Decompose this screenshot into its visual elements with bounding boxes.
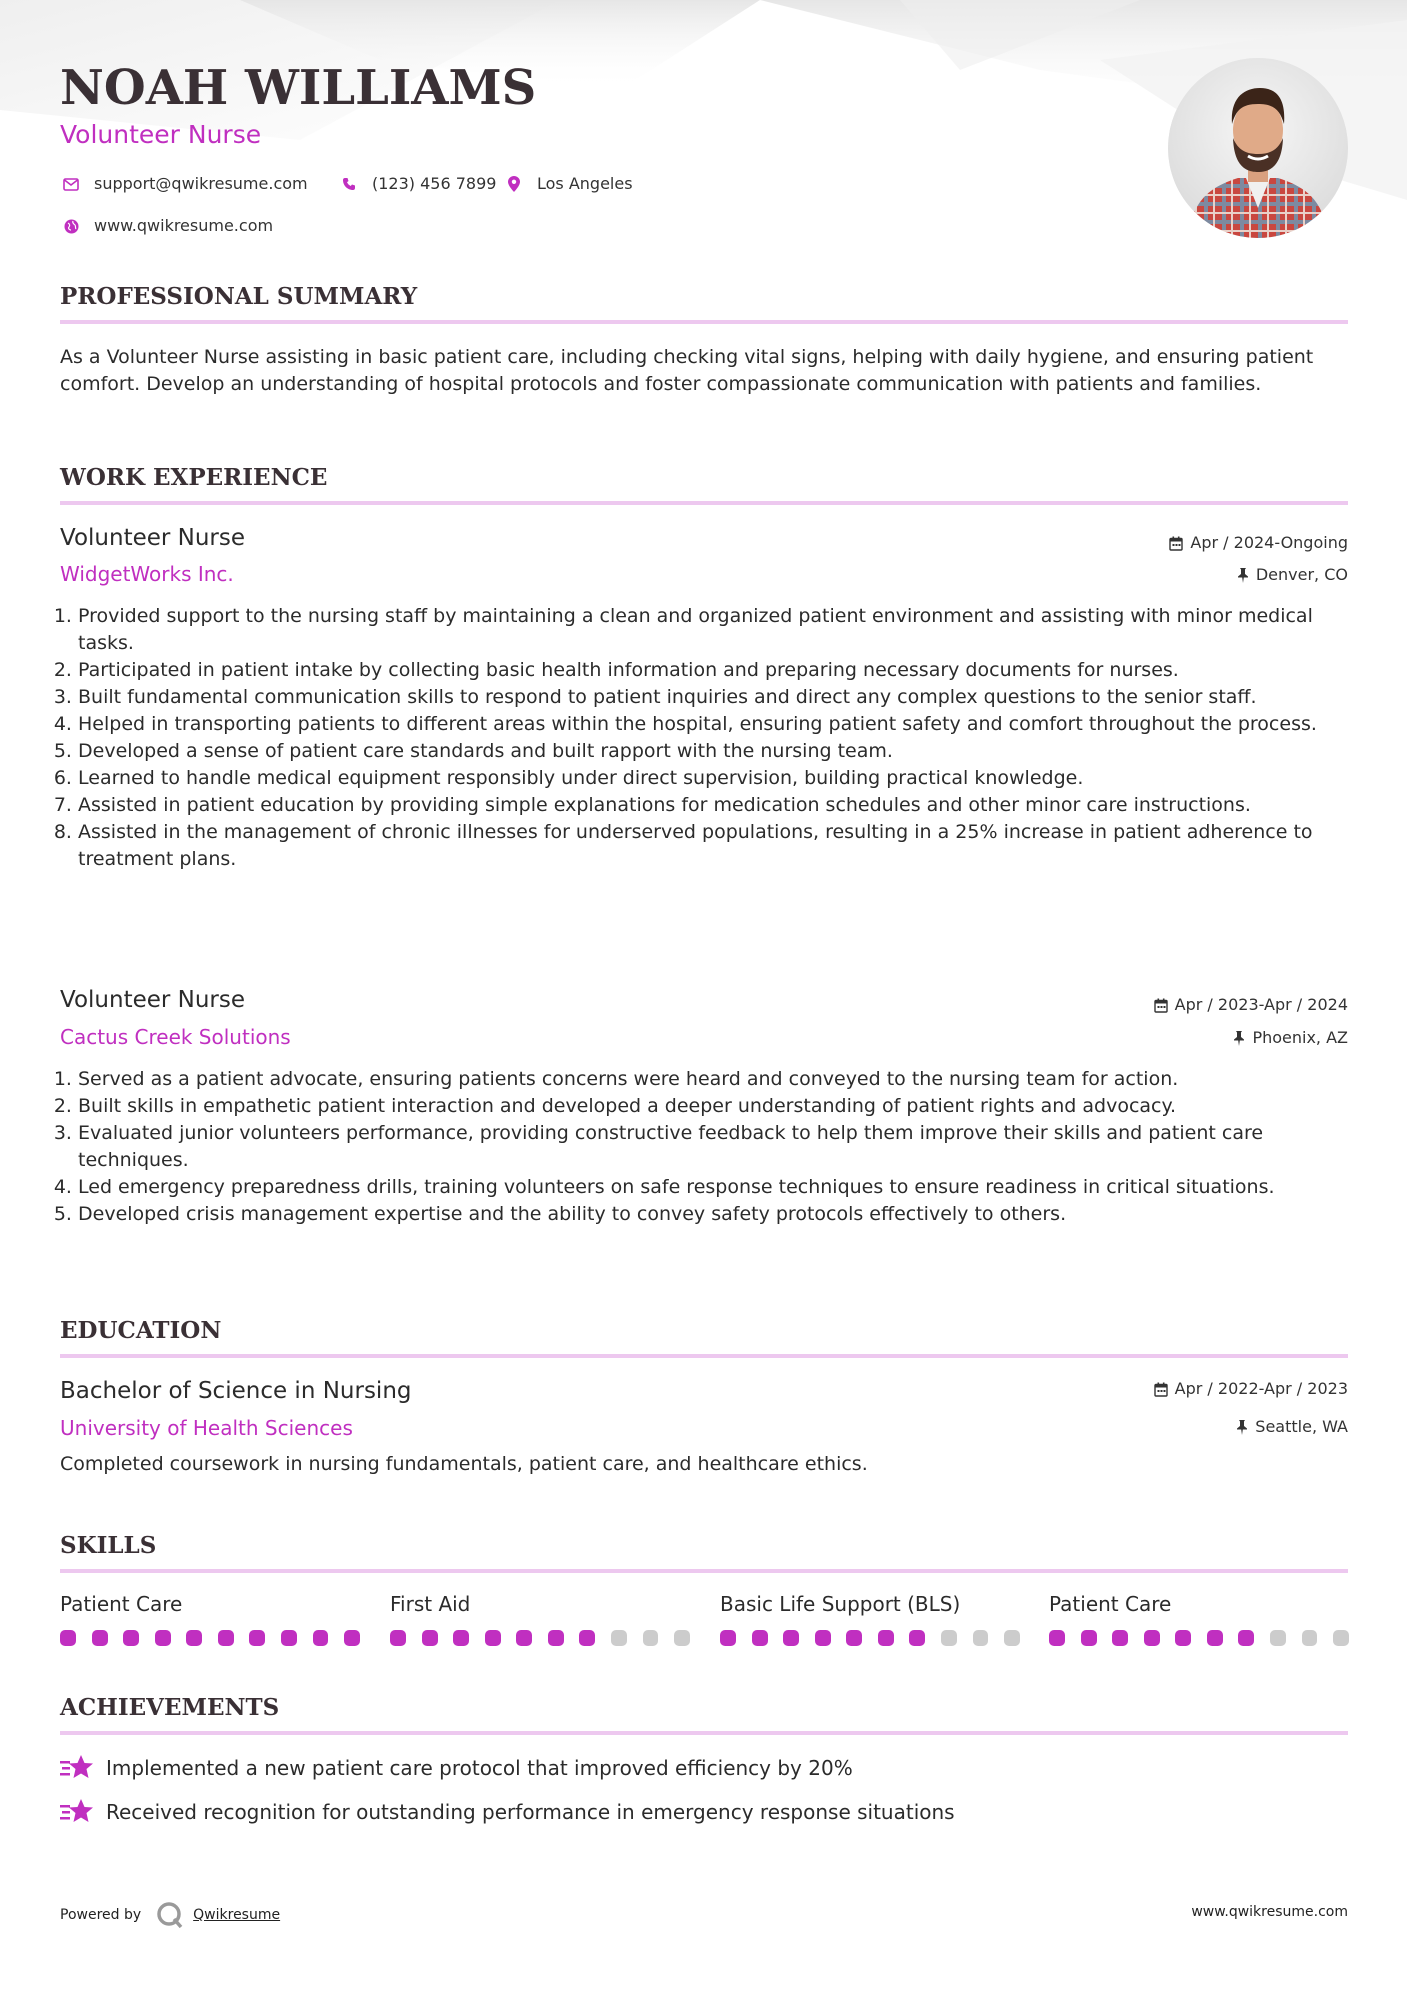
- education-description: Completed coursework in nursing fundamentals, patient care, and healthcare ethics.: [60, 1453, 868, 1475]
- email-text: support@qwikresume.com: [94, 174, 308, 193]
- contact-phone[interactable]: [338, 173, 496, 195]
- contact-location: [503, 173, 633, 195]
- achievement-text: Implemented a new patient care protocol that improved efficiency by 20%: [106, 1756, 853, 1780]
- achievement-item: [60, 1797, 955, 1827]
- contact-email[interactable]: [60, 173, 308, 195]
- skill-dot-empty: [674, 1630, 690, 1646]
- skill-dot-filled: [186, 1630, 202, 1646]
- skill-dot-filled: [422, 1630, 438, 1646]
- summary-text: As a Volunteer Nurse assisting in basic patient care, including checking vital signs, helping with daily hygiene, and ensuring patient comfort. Develop an understanding of hospital protocols and foster compassionate communication with patients and families.: [60, 346, 1314, 395]
- education-degree: Bachelor of Science in Nursing: [60, 1378, 412, 1404]
- website-text: www.qwikresume.com: [94, 216, 274, 235]
- responsibility-item: 6. Learned to handle medical equipment responsibly under direct supervision, building practical knowledge.: [78, 765, 1368, 792]
- skill-item: [720, 1590, 1020, 1646]
- responsibility-item: 1. Provided support to the nursing staff by maintaining a clean and organized patient environment and assisting with minor medical tasks.: [78, 603, 1368, 657]
- skill-dot-filled: [783, 1630, 799, 1646]
- map-pin-icon: [503, 173, 525, 195]
- skill-dot-empty: [973, 1630, 989, 1646]
- skills-divider: [60, 1569, 1348, 1573]
- phone-text: (123) 456 7899: [372, 174, 497, 193]
- profile-photo: [1168, 58, 1348, 238]
- skill-dot-filled: [1144, 1630, 1160, 1646]
- experience-divider: [60, 501, 1348, 505]
- job-1-location: [1237, 564, 1348, 586]
- job-1-responsibilities: [60, 603, 1368, 873]
- achievement-text: Received recognition for outstanding performance in emergency response situations: [106, 1800, 955, 1824]
- education-location-text: Seattle, WA: [1255, 1417, 1348, 1436]
- responsibility-item: 8. Assisted in the management of chronic illnesses for underserved populations, resulting in a 25% increase in patient adherence to treatment plans.: [78, 819, 1368, 873]
- education-heading: EDUCATION: [60, 1317, 222, 1344]
- achievements-heading: ACHIEVEMENTS: [60, 1694, 280, 1721]
- summary-divider: [60, 320, 1348, 324]
- responsibility-item: 5. Developed crisis management expertise and the ability to convey safety protocols effectively to others.: [78, 1201, 1368, 1228]
- skill-dot-filled: [390, 1630, 406, 1646]
- skill-dot-filled: [249, 1630, 265, 1646]
- skill-dot-filled: [92, 1630, 108, 1646]
- responsibility-item: 3. Built fundamental communication skills to respond to patient inquiries and direct any complex questions to the senior staff.: [78, 684, 1368, 711]
- skill-name: Basic Life Support (BLS): [720, 1592, 961, 1616]
- skill-dot-filled: [123, 1630, 139, 1646]
- skill-dot-empty: [1302, 1630, 1318, 1646]
- job-2-title: Volunteer Nurse: [60, 987, 246, 1013]
- globe-icon: [60, 215, 82, 237]
- education-dates: [1154, 1378, 1348, 1400]
- skill-dot-filled: [1112, 1630, 1128, 1646]
- skill-dot-filled: [720, 1630, 736, 1646]
- skill-dot-filled: [60, 1630, 76, 1646]
- skill-dot-empty: [941, 1630, 957, 1646]
- responsibility-item: 5. Developed a sense of patient care standards and built rapport with the nursing team.: [78, 738, 1368, 765]
- skill-dot-filled: [815, 1630, 831, 1646]
- skill-dot-empty: [1004, 1630, 1020, 1646]
- skill-item: [390, 1590, 690, 1646]
- envelope-icon: [60, 173, 82, 195]
- skill-level-meter: [720, 1630, 1020, 1646]
- skill-dot-filled: [485, 1630, 501, 1646]
- responsibility-item: 1. Served as a patient advocate, ensuring patients concerns were heard and conveyed to the nursing team for action.: [78, 1066, 1368, 1093]
- skill-name: Patient Care: [60, 1592, 183, 1616]
- skill-name: Patient Care: [1049, 1592, 1172, 1616]
- achievements-divider: [60, 1731, 1348, 1735]
- education-dates-text: Apr / 2022-Apr / 2023: [1174, 1379, 1348, 1398]
- job-2-location: [1233, 1027, 1348, 1049]
- job-2-company: Cactus Creek Solutions: [60, 1025, 291, 1049]
- qwikresume-logo-icon: [155, 1900, 185, 1930]
- job-1-company: WidgetWorks Inc.: [60, 562, 234, 586]
- education-location: [1236, 1416, 1348, 1438]
- achievement-item: [60, 1753, 853, 1783]
- pushpin-icon: [1236, 1420, 1248, 1435]
- job-2-dates: [1154, 994, 1348, 1016]
- education-school: University of Health Sciences: [60, 1416, 353, 1440]
- calendar-icon: [1154, 998, 1168, 1013]
- skill-name: First Aid: [390, 1592, 471, 1616]
- candidate-name: NOAH WILLIAMS: [60, 60, 537, 116]
- powered-by-label: Powered by: [60, 1907, 142, 1923]
- skill-item: [1049, 1590, 1349, 1646]
- skill-dot-filled: [344, 1630, 360, 1646]
- summary-heading: PROFESSIONAL SUMMARY: [60, 283, 418, 310]
- skill-dot-filled: [453, 1630, 469, 1646]
- contact-website[interactable]: [60, 215, 273, 237]
- location-text: Los Angeles: [537, 174, 633, 193]
- phone-icon: [338, 173, 360, 195]
- responsibility-item: 4. Led emergency preparedness drills, training volunteers on safe response techniques to ensure readiness in critical situations.: [78, 1174, 1368, 1201]
- skill-dot-empty: [611, 1630, 627, 1646]
- job-1-title: Volunteer Nurse: [60, 525, 246, 551]
- skill-dot-filled: [1049, 1630, 1065, 1646]
- skill-dot-filled: [155, 1630, 171, 1646]
- calendar-icon: [1154, 1382, 1168, 1397]
- experience-heading: WORK EXPERIENCE: [60, 464, 328, 491]
- skill-dot-filled: [548, 1630, 564, 1646]
- qwikresume-link[interactable]: Qwikresume: [193, 1907, 281, 1923]
- star-icon: [60, 1753, 94, 1783]
- skill-dot-filled: [909, 1630, 925, 1646]
- responsibility-item: 4. Helped in transporting patients to different areas within the hospital, ensuring patient safety and comfort throughout the process.: [78, 711, 1368, 738]
- footer-powered-by: [60, 1900, 280, 1930]
- skill-dot-empty: [643, 1630, 659, 1646]
- skill-dot-filled: [1175, 1630, 1191, 1646]
- responsibility-item: 3. Evaluated junior volunteers performance, providing constructive feedback to help them improve their skills and patient care techniques.: [78, 1120, 1368, 1174]
- footer-website[interactable]: www.qwikresume.com: [1191, 1904, 1348, 1920]
- job-1-dates: [1169, 532, 1348, 554]
- job-2-dates-text: Apr / 2023-Apr / 2024: [1174, 995, 1348, 1014]
- skill-item: [60, 1590, 360, 1646]
- skills-heading: SKILLS: [60, 1532, 157, 1559]
- skill-dot-filled: [878, 1630, 894, 1646]
- calendar-icon: [1169, 536, 1183, 551]
- skill-dot-empty: [1333, 1630, 1349, 1646]
- skill-dot-filled: [516, 1630, 532, 1646]
- pushpin-icon: [1233, 1031, 1245, 1046]
- candidate-role: Volunteer Nurse: [60, 120, 262, 149]
- job-1-location-text: Denver, CO: [1255, 565, 1348, 584]
- responsibility-item: 2. Participated in patient intake by collecting basic health information and preparing necessary documents for nurses.: [78, 657, 1368, 684]
- skill-dot-empty: [1270, 1630, 1286, 1646]
- job-1-dates-text: Apr / 2024-Ongoing: [1190, 533, 1348, 552]
- responsibility-item: 7. Assisted in patient education by providing simple explanations for medication schedules and other minor care instructions.: [78, 792, 1368, 819]
- skill-dot-filled: [1081, 1630, 1097, 1646]
- skill-dot-filled: [218, 1630, 234, 1646]
- skill-level-meter: [1049, 1630, 1349, 1646]
- star-icon: [60, 1797, 94, 1827]
- skill-dot-filled: [752, 1630, 768, 1646]
- skill-dot-filled: [313, 1630, 329, 1646]
- job-2-location-text: Phoenix, AZ: [1252, 1028, 1348, 1047]
- skill-dot-filled: [1207, 1630, 1223, 1646]
- skill-dot-filled: [1238, 1630, 1254, 1646]
- skill-dot-filled: [281, 1630, 297, 1646]
- skill-level-meter: [60, 1630, 360, 1646]
- skill-dot-filled: [579, 1630, 595, 1646]
- job-2-responsibilities: [60, 1066, 1368, 1228]
- pushpin-icon: [1237, 568, 1249, 583]
- skill-dot-filled: [846, 1630, 862, 1646]
- skill-level-meter: [390, 1630, 690, 1646]
- education-divider: [60, 1354, 1348, 1358]
- responsibility-item: 2. Built skills in empathetic patient interaction and developed a deeper understanding of patient rights and advocacy.: [78, 1093, 1368, 1120]
